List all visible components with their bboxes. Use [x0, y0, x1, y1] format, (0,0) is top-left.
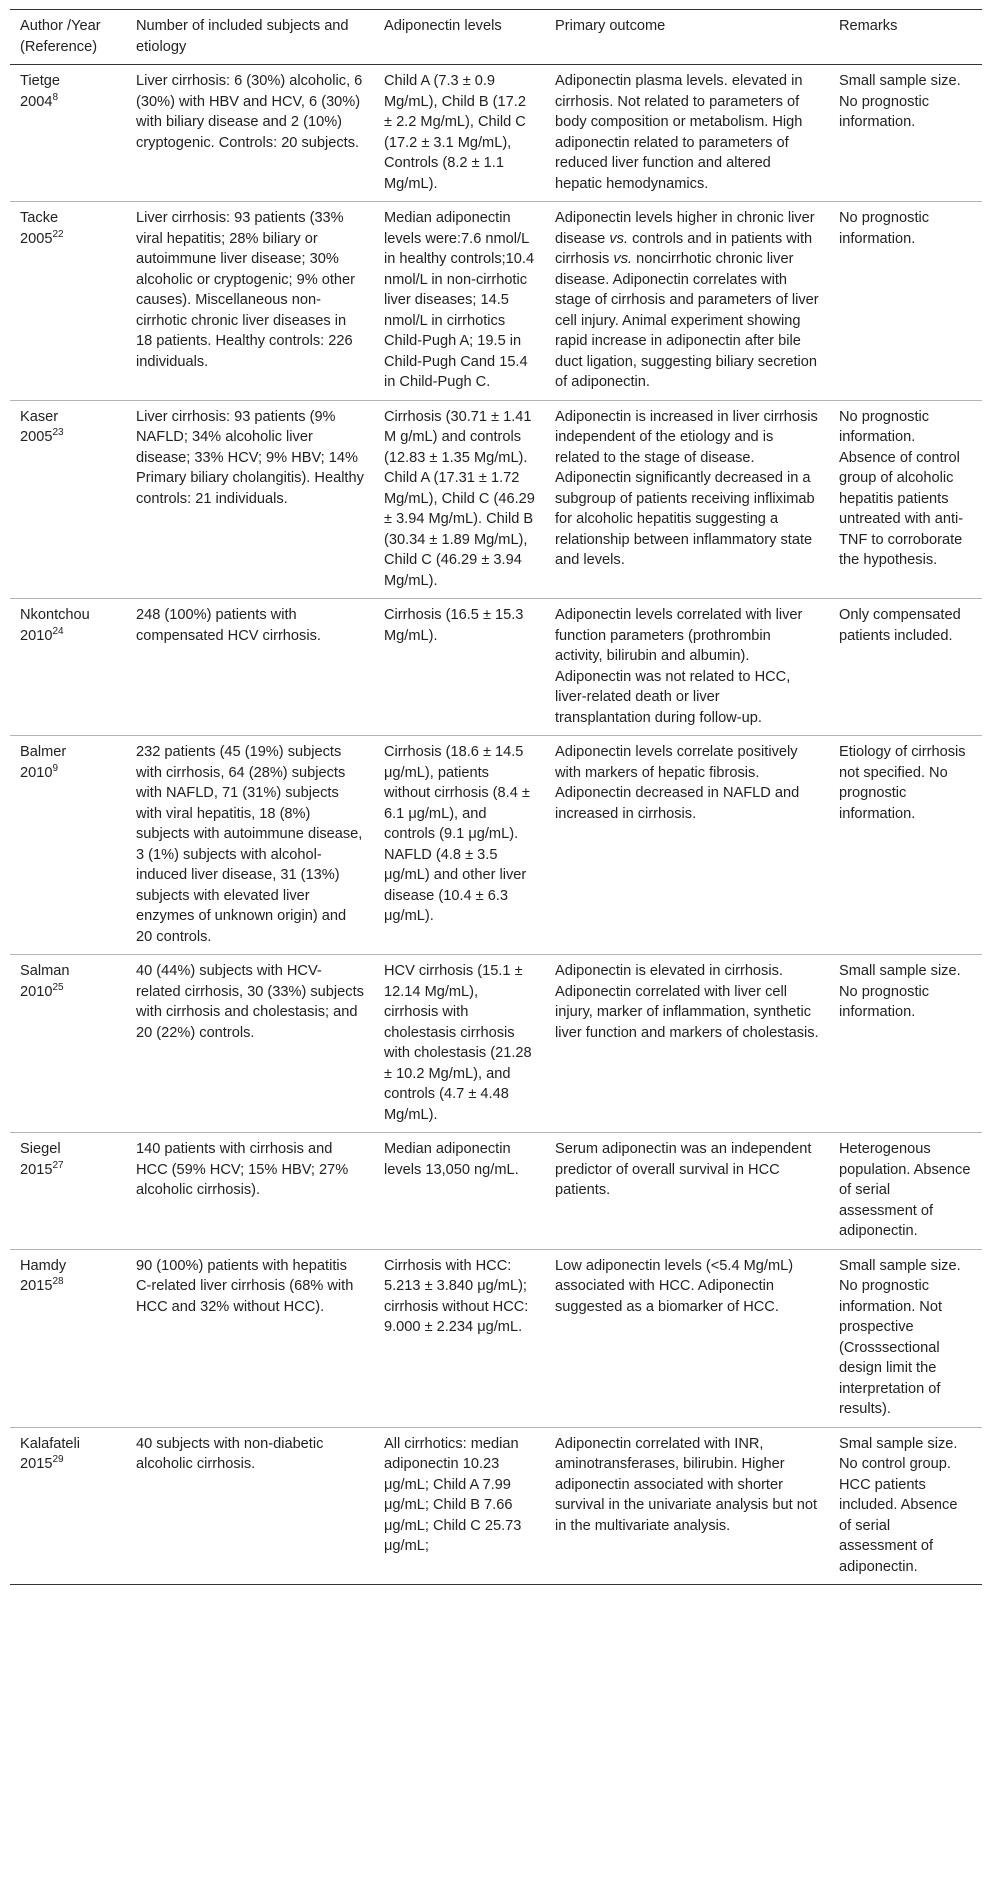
reference-number: 27 — [52, 1159, 64, 1171]
table-row — [10, 599, 982, 736]
cell-levels: Median adiponectin levels 13,050 ng/mL. — [384, 1141, 519, 1178]
cell-remarks: Small sample size. No prognostic information. — [839, 73, 961, 130]
header-author-year: Author /Year (Reference) — [20, 18, 101, 55]
author-name: Tietge — [20, 73, 61, 89]
author-name: Salman — [20, 963, 70, 979]
table-row — [10, 1249, 982, 1427]
table-row — [10, 65, 982, 202]
study-year: 2015 — [20, 1456, 53, 1472]
cell-author — [10, 1133, 126, 1250]
author-name: Kaser — [20, 408, 59, 425]
cell-outcome: Adiponectin plasma levels. elevated in cirrhosis. Not related to parameters of body composition or metabolism. High adiponectin related to parameters of reduced liver function and altered hepatic hemodynamics. — [555, 73, 803, 192]
cell-levels: HCV cirrhosis (15.1 ± 12.14 Mg/mL), cirrhosis with cholestasis cirrhosis with cholestasis (21.28 ± 10.2 Mg/mL), and controls (4.7 ± 4.48 Mg/mL). — [384, 963, 532, 1123]
cell-remarks: Small sample size. No prognostic information. — [839, 963, 961, 1020]
study-year: 2015 — [20, 1278, 53, 1294]
author-name: Nkontchou — [20, 607, 90, 623]
cell-subjects: 232 patients (45 (19%) subjects with cirrhosis, 64 (28%) subjects with NAFLD, 71 (31%) subjects with viral hepatitis, 18 (8%) subjects with autoimmune disease, 3 (1%) subjects with alcohol-induced liver disease, 31 (13%) subjects with elevated liver enzymes of unknown origin) and 20 controls. — [136, 744, 363, 945]
cell-outcome: Serum adiponectin was an independent predictor of overall survival in HCC patients. — [555, 1141, 812, 1198]
reference-number: 25 — [52, 981, 64, 993]
outcome-text: Adiponectin levels higher in chronic liver disease — [555, 210, 815, 247]
author-name: Balmer — [20, 744, 67, 760]
cell-remarks: Etiology of cirrhosis not specified. No prognostic information. — [839, 744, 966, 822]
cell-subjects: Liver cirrhosis: 93 patients (33% viral hepatitis; 28% biliary or autoimmune liver disease; 30% alcoholic or cryptogenic; 9% other causes). Miscellaneous non-cirrhotic chronic liver diseases in 18 patients. Healthy controls: 226 individuals. — [136, 210, 356, 370]
reference-number: 24 — [52, 625, 64, 637]
cell-outcome: Adiponectin is elevated in cirrhosis. Adiponectin correlated with liver cell injury, marker of inflammation, synthetic liver function and markers of cholestasis. — [555, 963, 819, 1041]
author-name: Hamdy — [20, 1257, 67, 1274]
table-row — [10, 202, 982, 401]
outcome-text: noncirrhotic chronic liver disease. Adiponectin correlates with stage of cirrhosis and parameters of liver cell injury. Animal experiment showing rapid increase in adiponectin after bile duct ligation, suggesting biliary secretion of adiponectin. — [555, 251, 819, 390]
cell-remarks: Heterogenous population. Absence of serial assessment of adiponectin. — [839, 1141, 971, 1239]
cell-outcome — [545, 202, 829, 401]
reference-number: 28 — [52, 1276, 64, 1288]
study-year: 2004 — [20, 93, 53, 110]
table-row — [10, 955, 982, 1133]
study-year: 2010 — [20, 983, 53, 1000]
cell-levels: Median adiponectin levels were:7.6 nmol/L in healthy controls;10.4 nmol/L in non-cirrhotic liver diseases; 14.5 nmol/L in cirrhotics Child-Pugh A; 19.5 in Child-Pugh Cand 15.4 in Child-Pugh C. — [384, 210, 535, 390]
cell-author — [10, 400, 126, 599]
author-name: Siegel — [20, 1141, 61, 1157]
cell-remarks: Only compensated patients included. — [839, 607, 961, 644]
table-header — [10, 10, 982, 65]
cell-levels: All cirrhotics: median adiponectin 10.23 μg/mL; Child A 7.99 μg/mL; Child B 7.66 μg/mL; Child C 25.73 μg/mL; — [384, 1435, 522, 1554]
cell-levels: Cirrhosis (18.6 ± 14.5 μg/mL), patients without cirrhosis (8.4 ± 6.1 μg/mL), and controls (9.1 μg/mL). NAFLD (4.8 ± 3.5 μg/mL) and other liver disease (10.4 ± 6.3 μg/mL). — [384, 744, 530, 924]
cell-outcome: Adiponectin correlated with INR, aminotransferases, bilirubin. Higher adiponectin associated with shorter survival in the univariate analysis but not in the multivariate analysis. — [555, 1435, 818, 1534]
cell-levels: Cirrhosis with HCC: 5.213 ± 3.840 μg/mL); cirrhosis without HCC: 9.000 ± 2.234 μg/mL. — [384, 1257, 529, 1335]
cell-subjects: 90 (100%) patients with hepatitis C-related liver cirrhosis (68% with HCC and 32% without HCC). — [136, 1257, 354, 1315]
reference-number: 8 — [52, 91, 59, 103]
cell-author — [10, 955, 126, 1133]
cell-author — [10, 202, 126, 401]
cell-remarks: No prognostic information. — [839, 210, 930, 247]
header-subjects-etiology: Number of included subjects and etiology — [136, 18, 349, 55]
cell-author — [10, 1249, 126, 1427]
table-row — [10, 736, 982, 955]
cell-remarks: No prognostic information. Absence of control group of alcoholic hepatitis patients untreated with anti-TNF to corroborate the hypothesis. — [839, 408, 964, 568]
study-year: 2010 — [20, 764, 53, 781]
header-adiponectin-levels: Adiponectin levels — [384, 18, 502, 34]
cell-subjects: Liver cirrhosis: 6 (30%) alcoholic, 6 (30%) with HBV and HCV, 6 (30%) with biliary disease and 2 (10%) cryptogenic. Controls: 20 subjects. — [136, 73, 363, 151]
reference-number: 29 — [52, 1454, 64, 1466]
reference-number: 9 — [52, 762, 59, 774]
table-row — [10, 1133, 982, 1250]
header-remarks: Remarks — [839, 18, 898, 34]
cell-subjects: 40 subjects with non-diabetic alcoholic cirrhosis. — [136, 1435, 324, 1472]
study-year: 2010 — [20, 627, 53, 644]
header-row — [10, 10, 982, 65]
cell-subjects: 140 patients with cirrhosis and HCC (59% HCV; 15% HBV; 27% alcoholic cirrhosis). — [136, 1141, 349, 1198]
cell-outcome: Low adiponectin levels (<5.4 Mg/mL) associated with HCC. Adiponectin suggested as a biomarker of HCC. — [555, 1257, 794, 1315]
cell-subjects: 248 (100%) patients with compensated HCV cirrhosis. — [136, 607, 321, 644]
outcome-versus: vs. — [613, 251, 633, 267]
table-body — [10, 65, 982, 1585]
cell-outcome: Adiponectin levels correlated with liver function parameters (prothrombin activity, bilirubin and albumin). Adiponectin was not related to HCC, liver-related death or liver transplantation during follow-up. — [555, 607, 803, 726]
cell-subjects: 40 (44%) subjects with HCV-related cirrhosis, 30 (33%) subjects with cirrhosis and cholestasis; and 20 (22%) controls. — [136, 963, 364, 1041]
cell-remarks: Small sample size. No prognostic information. Not prospective (Crosssectional design limit the interpretation of results). — [839, 1257, 961, 1417]
table-row — [10, 400, 982, 599]
cell-author — [10, 65, 126, 202]
cell-author — [10, 736, 126, 955]
table-row — [10, 1427, 982, 1585]
outcome-versus: vs. — [609, 230, 629, 247]
reference-number: 22 — [52, 228, 64, 240]
outcome-text: controls and in patients with cirrhosis — [555, 230, 813, 267]
reference-number: 23 — [52, 427, 64, 439]
cell-subjects: Liver cirrhosis: 93 patients (9% NAFLD; 34% alcoholic liver disease; 33% HCV; 9% HBV; 14% Primary biliary cholangitis). Healthy controls: 21 individuals. — [136, 408, 364, 507]
header-primary-outcome: Primary outcome — [555, 18, 666, 34]
cell-author — [10, 599, 126, 736]
study-year: 2005 — [20, 230, 53, 247]
cell-levels: Child A (7.3 ± 0.9 Mg/mL), Child B (17.2 ± 2.2 Mg/mL), Child C (17.2 ± 3.1 Mg/mL), Controls (8.2 ± 1.1 Mg/mL). — [384, 73, 526, 192]
study-year: 2015 — [20, 1161, 53, 1178]
author-name: Tacke — [20, 210, 59, 226]
cell-remarks: Smal sample size. No control group. HCC patients included. Absence of serial assessment of adiponectin. — [839, 1435, 958, 1575]
cell-levels: Cirrhosis (30.71 ± 1.41 M g/mL) and controls (12.83 ± 1.35 Mg/mL). Child A (17.31 ± 1.72 Mg/mL), Child C (46.29 ± 3.94 Mg/mL). Child B (30.34 ± 1.89 Mg/mL), Child C (46.29 ± 3.94 Mg/mL). — [384, 408, 535, 589]
cell-author — [10, 1427, 126, 1585]
cell-outcome: Adiponectin is increased in liver cirrhosis independent of the etiology and is related to the stage of disease. Adiponectin significantly decreased in a subgroup of patients receiving infliximab for alcoholic hepatitis suggesting a relationship between inflammatory state and levels. — [555, 408, 818, 568]
study-year: 2005 — [20, 429, 53, 445]
cell-outcome: Adiponectin levels correlate positively with markers of hepatic fibrosis. Adiponectin decreased in NAFLD and increased in cirrhosis. — [555, 744, 800, 822]
author-name: Kalafateli — [20, 1435, 81, 1452]
studies-table — [10, 9, 982, 1585]
cell-levels: Cirrhosis (16.5 ± 15.3 Mg/mL). — [384, 607, 524, 644]
